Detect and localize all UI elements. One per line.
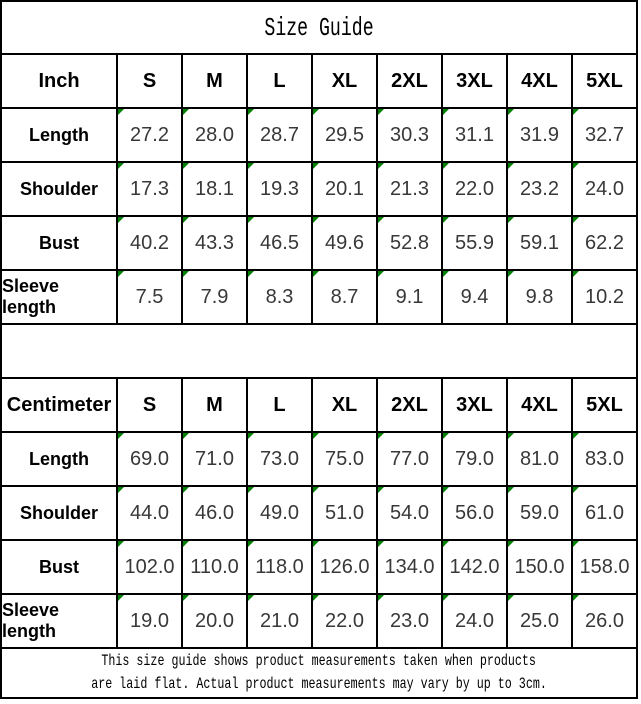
cell-value: 73.0 (260, 447, 299, 470)
measurement-cell (313, 109, 376, 161)
measurement-cell (443, 109, 506, 161)
cell-value: 62.2 (585, 231, 624, 254)
cell-value: 9.4 (460, 285, 489, 308)
column-header: M (183, 379, 246, 431)
cell-value: 24.0 (455, 609, 494, 632)
cell-note-marker-icon (573, 487, 579, 493)
cell-note-marker-icon (183, 541, 189, 547)
cell-value: 10.2 (585, 285, 624, 308)
cell-note-marker-icon (443, 541, 449, 547)
measurement-cell (573, 595, 636, 647)
row-label: Length (2, 433, 116, 485)
cell-note-marker-icon (573, 109, 579, 115)
cell-value: 142.0 (449, 555, 500, 578)
cell-note-marker-icon (443, 163, 449, 169)
measurement-cell (118, 271, 181, 323)
measurement-cell (248, 541, 311, 593)
cell-note-marker-icon (118, 595, 124, 601)
measurement-cell (118, 217, 181, 269)
cell-value: 59.1 (520, 231, 559, 254)
cell-value: 7.9 (200, 285, 229, 308)
footer-note (2, 649, 636, 697)
cell-note-marker-icon (313, 217, 319, 223)
column-header: 4XL (508, 55, 571, 107)
cell-value: 21.3 (390, 177, 429, 200)
measurement-cell (248, 271, 311, 323)
cell-value: 9.1 (395, 285, 424, 308)
cell-note-marker-icon (248, 487, 254, 493)
cell-value: 23.0 (390, 609, 429, 632)
measurement-cell (378, 487, 441, 539)
measurement-cell (443, 163, 506, 215)
measurement-cell (508, 109, 571, 161)
column-header: S (118, 55, 181, 107)
cell-note-marker-icon (378, 217, 384, 223)
measurement-cell (118, 163, 181, 215)
cell-value: 158.0 (579, 555, 630, 578)
cell-note-marker-icon (573, 541, 579, 547)
cell-note-marker-icon (313, 271, 319, 277)
cell-note-marker-icon (118, 163, 124, 169)
cell-value: 28.0 (195, 123, 234, 146)
measurement-cell (378, 271, 441, 323)
page-title: Size Guide (264, 12, 374, 43)
measurement-cell (313, 595, 376, 647)
cell-value: 43.3 (195, 231, 234, 254)
cell-note-marker-icon (508, 433, 514, 439)
cell-value: 44.0 (130, 501, 169, 524)
cell-note-marker-icon (248, 163, 254, 169)
cell-value: 54.0 (390, 501, 429, 524)
measurement-cell (508, 271, 571, 323)
cell-note-marker-icon (378, 433, 384, 439)
cell-note-marker-icon (378, 595, 384, 601)
column-header: 2XL (378, 55, 441, 107)
measurement-cell (183, 271, 246, 323)
row-label: Bust (2, 217, 116, 269)
cell-note-marker-icon (443, 217, 449, 223)
measurement-cell (183, 109, 246, 161)
measurement-cell (248, 163, 311, 215)
cell-note-marker-icon (313, 487, 319, 493)
cell-value: 22.0 (325, 609, 364, 632)
measurement-cell (248, 595, 311, 647)
cell-note-marker-icon (118, 433, 124, 439)
cell-value: 77.0 (390, 447, 429, 470)
cell-value: 7.5 (135, 285, 164, 308)
cell-value: 46.5 (260, 231, 299, 254)
cell-value: 8.3 (265, 285, 294, 308)
row-label: Length (2, 109, 116, 161)
column-header: L (248, 55, 311, 107)
cell-value: 20.1 (325, 177, 364, 200)
cell-value: 19.3 (260, 177, 299, 200)
measurement-cell (508, 433, 571, 485)
measurement-cell (248, 433, 311, 485)
measurement-cell (313, 271, 376, 323)
measurement-cell (573, 163, 636, 215)
cell-value: 21.0 (260, 609, 299, 632)
cell-value: 75.0 (325, 447, 364, 470)
measurement-cell (378, 163, 441, 215)
cell-value: 28.7 (260, 123, 299, 146)
column-header: 2XL (378, 379, 441, 431)
cell-note-marker-icon (378, 271, 384, 277)
measurement-cell (313, 217, 376, 269)
cell-value: 31.9 (520, 123, 559, 146)
cell-value: 69.0 (130, 447, 169, 470)
cell-note-marker-icon (443, 595, 449, 601)
cell-note-marker-icon (508, 271, 514, 277)
measurement-cell (508, 163, 571, 215)
column-header: L (248, 379, 311, 431)
cell-value: 19.0 (130, 609, 169, 632)
measurement-cell (443, 217, 506, 269)
cell-note-marker-icon (248, 541, 254, 547)
column-header: 5XL (573, 379, 636, 431)
measurement-cell (508, 217, 571, 269)
column-header: XL (313, 379, 376, 431)
measurement-cell (443, 487, 506, 539)
measurement-cell (573, 541, 636, 593)
cell-note-marker-icon (378, 163, 384, 169)
cell-note-marker-icon (248, 595, 254, 601)
measurement-cell (313, 433, 376, 485)
cell-note-marker-icon (378, 487, 384, 493)
cell-value: 29.5 (325, 123, 364, 146)
unit-header-centimeter: Centimeter (2, 379, 116, 431)
footer-line-2: are laid flat. Actual product measurements may vary by up to 3cm. (91, 675, 547, 693)
measurement-cell (248, 487, 311, 539)
column-header: 3XL (443, 379, 506, 431)
cell-value: 134.0 (384, 555, 435, 578)
measurement-cell (183, 595, 246, 647)
cell-value: 31.1 (455, 123, 494, 146)
cell-value: 22.0 (455, 177, 494, 200)
cell-note-marker-icon (443, 487, 449, 493)
cell-note-marker-icon (508, 163, 514, 169)
cell-note-marker-icon (508, 109, 514, 115)
cell-value: 40.2 (130, 231, 169, 254)
cell-note-marker-icon (313, 433, 319, 439)
measurement-cell (378, 109, 441, 161)
cell-note-marker-icon (573, 163, 579, 169)
cell-value: 8.7 (330, 285, 359, 308)
row-label: Shoulder (2, 163, 116, 215)
measurement-cell (443, 541, 506, 593)
measurement-cell (248, 109, 311, 161)
measurement-cell (313, 541, 376, 593)
measurement-cell (183, 433, 246, 485)
footer-line-1: This size guide shows product measurements taken when products (101, 651, 537, 670)
cell-note-marker-icon (118, 109, 124, 115)
measurement-cell (118, 109, 181, 161)
cell-value: 56.0 (455, 501, 494, 524)
measurement-cell (573, 217, 636, 269)
measurement-cell (573, 433, 636, 485)
cell-value: 27.2 (130, 123, 169, 146)
cell-note-marker-icon (183, 271, 189, 277)
table-spacer-row (2, 325, 636, 377)
cell-value: 102.0 (124, 555, 175, 578)
cell-value: 46.0 (195, 501, 234, 524)
cell-value: 59.0 (520, 501, 559, 524)
cell-note-marker-icon (183, 163, 189, 169)
title-row (2, 2, 636, 53)
cell-note-marker-icon (508, 541, 514, 547)
cell-note-marker-icon (183, 487, 189, 493)
cell-value: 51.0 (325, 501, 364, 524)
measurement-cell (443, 595, 506, 647)
cell-note-marker-icon (183, 109, 189, 115)
measurement-cell (378, 217, 441, 269)
column-header: M (183, 55, 246, 107)
measurement-cell (313, 487, 376, 539)
row-label: Sleeve length (2, 271, 116, 323)
cell-note-marker-icon (118, 217, 124, 223)
cell-note-marker-icon (313, 163, 319, 169)
cell-note-marker-icon (573, 433, 579, 439)
measurement-cell (378, 433, 441, 485)
cell-value: 61.0 (585, 501, 624, 524)
measurement-cell (508, 595, 571, 647)
cell-note-marker-icon (443, 271, 449, 277)
cell-note-marker-icon (508, 595, 514, 601)
cell-note-marker-icon (378, 109, 384, 115)
cell-note-marker-icon (118, 271, 124, 277)
cell-value: 26.0 (585, 609, 624, 632)
measurement-cell (248, 217, 311, 269)
cell-note-marker-icon (508, 487, 514, 493)
cell-value: 52.8 (390, 231, 429, 254)
column-header: XL (313, 55, 376, 107)
measurement-cell (118, 595, 181, 647)
cell-value: 118.0 (255, 555, 304, 578)
cell-note-marker-icon (313, 109, 319, 115)
measurement-cell (508, 541, 571, 593)
cell-note-marker-icon (248, 433, 254, 439)
cell-note-marker-icon (573, 595, 579, 601)
cell-value: 49.0 (260, 501, 299, 524)
cell-note-marker-icon (313, 541, 319, 547)
cell-value: 150.0 (514, 555, 565, 578)
measurement-cell (573, 271, 636, 323)
column-header: 4XL (508, 379, 571, 431)
cell-value: 20.0 (195, 609, 234, 632)
cell-value: 23.2 (520, 177, 559, 200)
row-label: Sleeve length (2, 595, 116, 647)
cell-note-marker-icon (443, 109, 449, 115)
cell-value: 49.6 (325, 231, 364, 254)
cell-value: 17.3 (130, 177, 169, 200)
measurement-cell (573, 487, 636, 539)
cell-value: 9.8 (525, 285, 554, 308)
row-label: Shoulder (2, 487, 116, 539)
measurement-cell (118, 433, 181, 485)
measurement-cell (443, 433, 506, 485)
measurement-cell (573, 109, 636, 161)
measurement-cell (378, 595, 441, 647)
cell-note-marker-icon (313, 595, 319, 601)
measurement-cell (183, 217, 246, 269)
cell-note-marker-icon (118, 541, 124, 547)
column-header: 3XL (443, 55, 506, 107)
cell-note-marker-icon (573, 217, 579, 223)
cell-note-marker-icon (183, 595, 189, 601)
unit-header-inch: Inch (2, 55, 116, 107)
cell-value: 79.0 (455, 447, 494, 470)
measurement-cell (378, 541, 441, 593)
cell-value: 110.0 (190, 555, 239, 578)
cell-note-marker-icon (248, 109, 254, 115)
measurement-cell (118, 541, 181, 593)
column-header: S (118, 379, 181, 431)
cell-note-marker-icon (183, 433, 189, 439)
cell-value: 81.0 (520, 447, 559, 470)
cell-note-marker-icon (508, 217, 514, 223)
measurement-cell (508, 487, 571, 539)
measurement-cell (118, 487, 181, 539)
cell-note-marker-icon (573, 271, 579, 277)
cell-note-marker-icon (378, 541, 384, 547)
cell-note-marker-icon (248, 271, 254, 277)
cell-value: 71.0 (195, 447, 234, 470)
cell-value: 126.0 (319, 555, 370, 578)
cell-note-marker-icon (443, 433, 449, 439)
cell-value: 18.1 (195, 177, 234, 200)
measurement-cell (443, 271, 506, 323)
cell-note-marker-icon (183, 217, 189, 223)
cell-note-marker-icon (248, 217, 254, 223)
column-header: 5XL (573, 55, 636, 107)
cell-value: 83.0 (585, 447, 624, 470)
cell-value: 30.3 (390, 123, 429, 146)
cell-value: 32.7 (585, 123, 624, 146)
measurement-cell (313, 163, 376, 215)
cell-value: 55.9 (455, 231, 494, 254)
measurement-cell (183, 487, 246, 539)
cell-note-marker-icon (118, 487, 124, 493)
row-label: Bust (2, 541, 116, 593)
cell-value: 24.0 (585, 177, 624, 200)
cell-value: 25.0 (520, 609, 559, 632)
measurement-cell (183, 541, 246, 593)
measurement-cell (183, 163, 246, 215)
